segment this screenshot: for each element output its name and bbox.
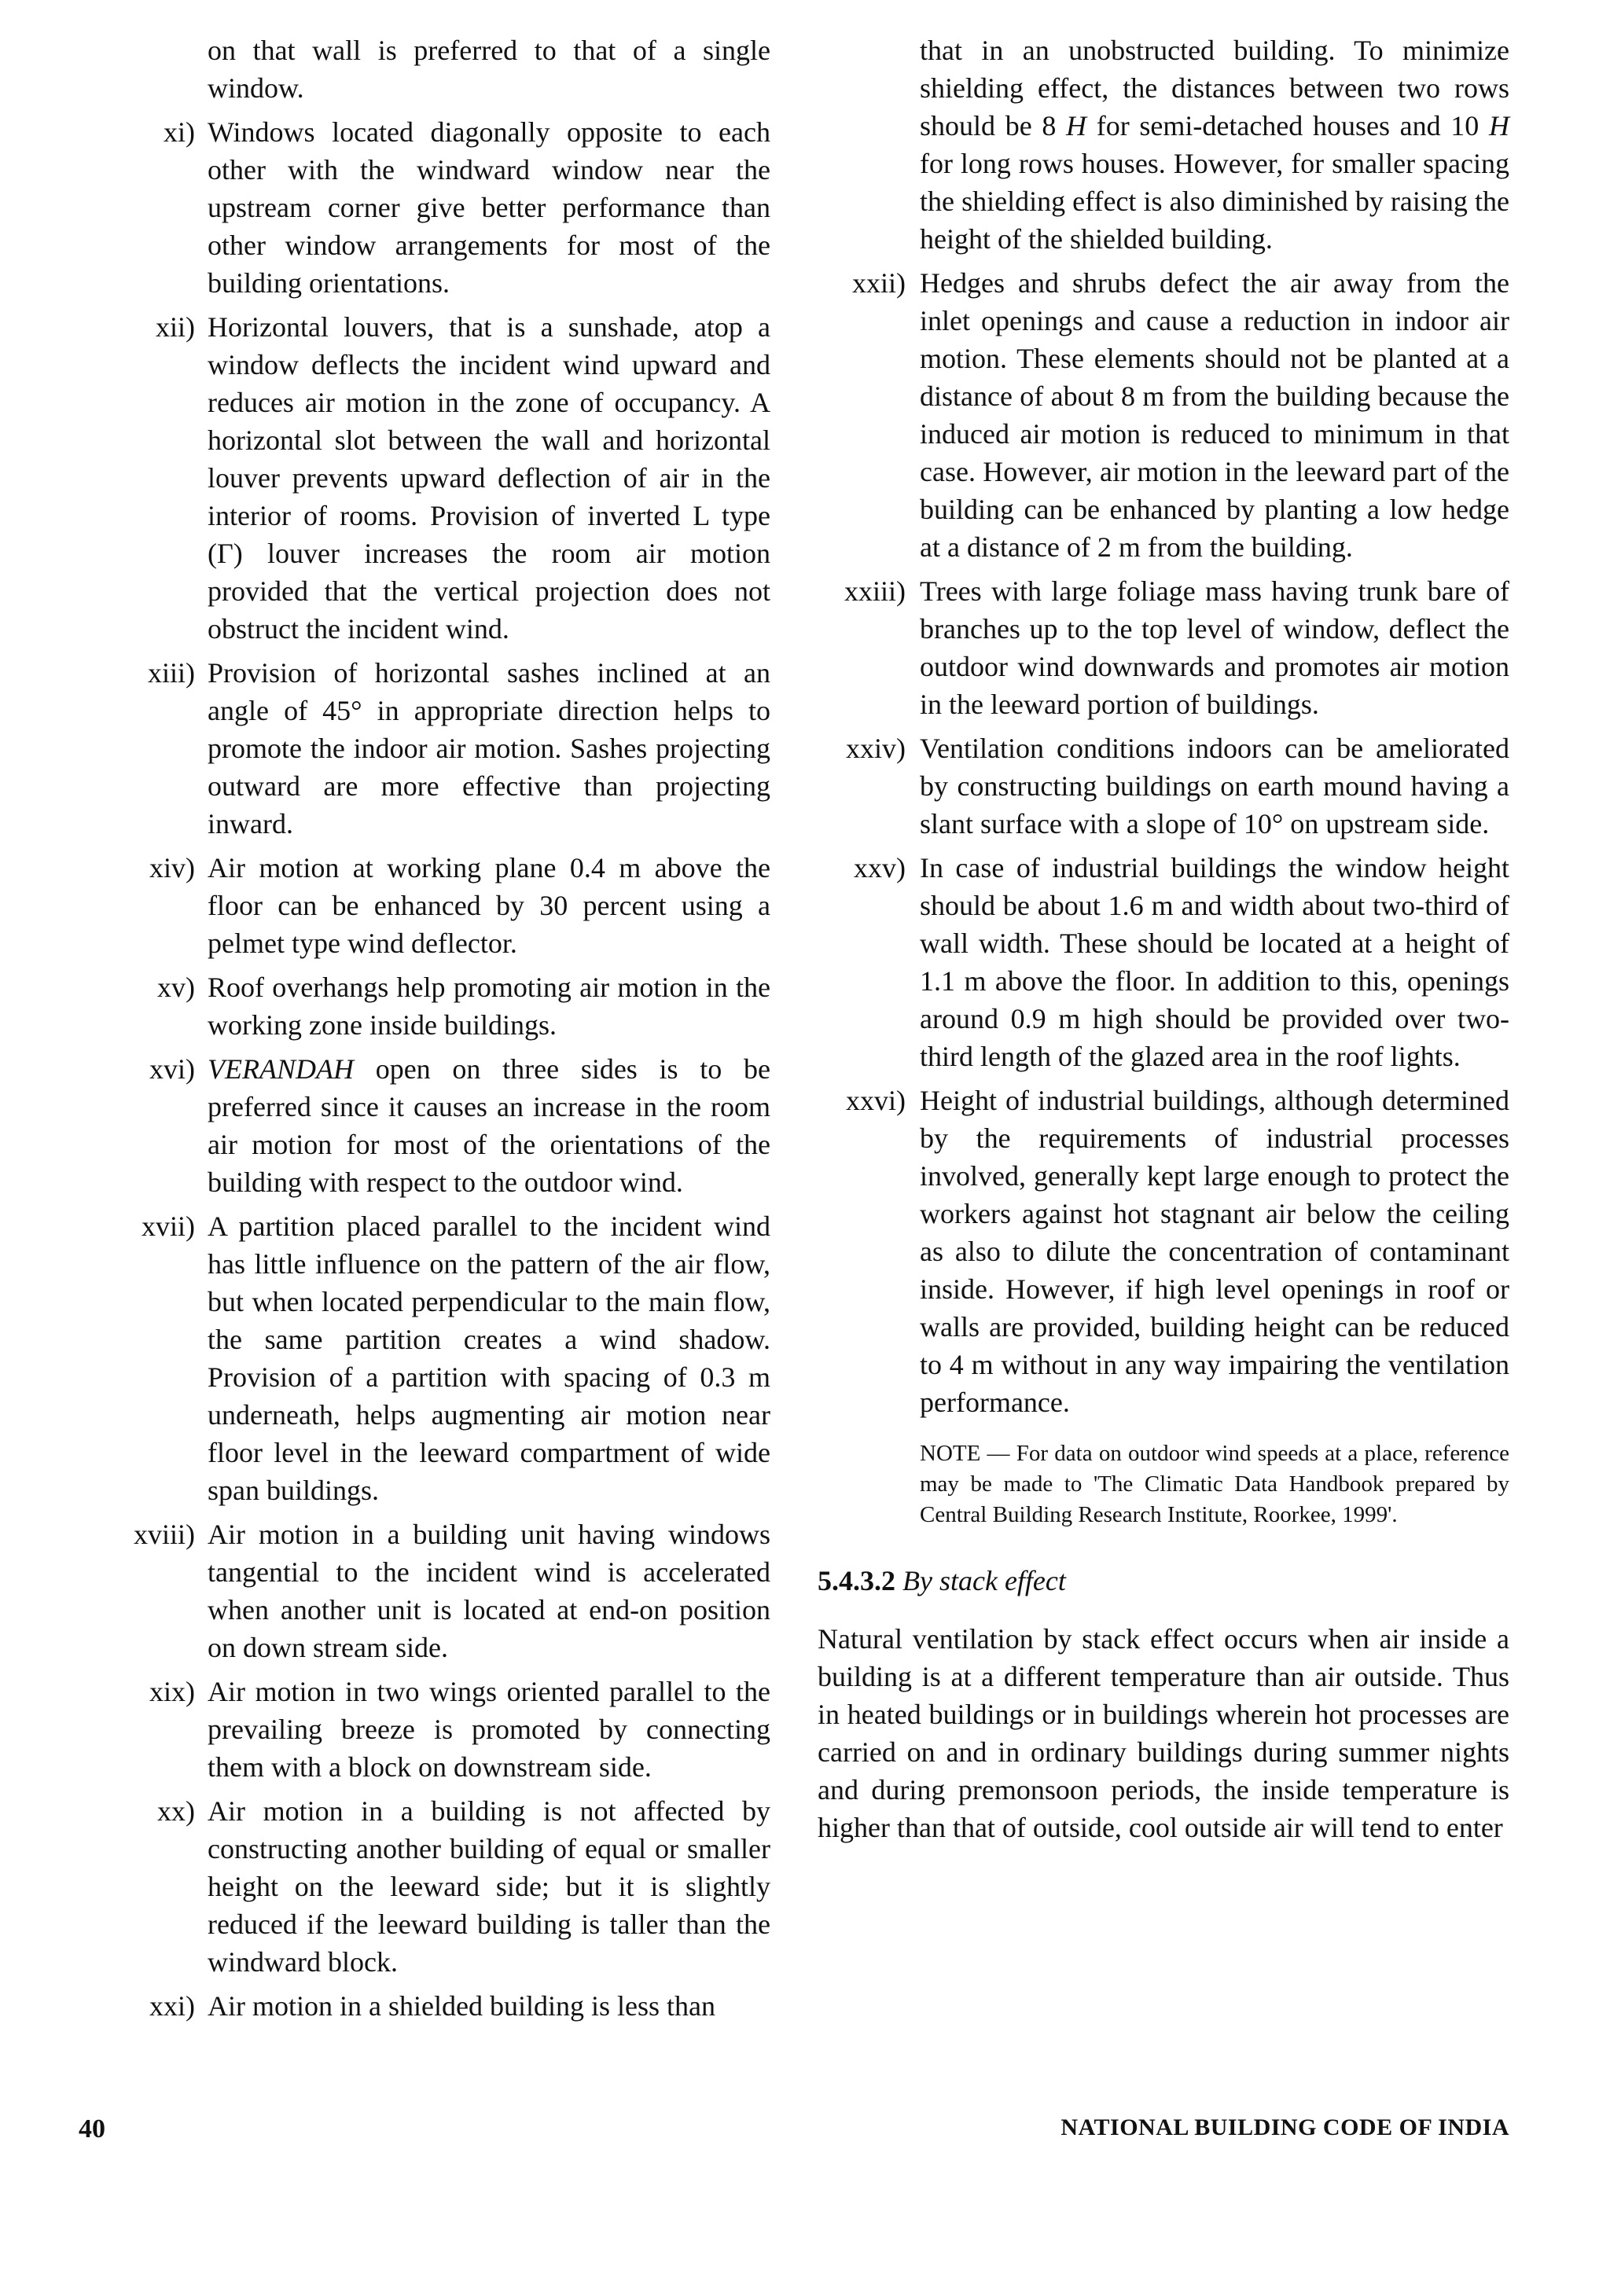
item-number: xiv)	[149, 852, 195, 884]
page-footer	[0, 2114, 1610, 2162]
item-text: Air motion in a shielded building is less than	[208, 1990, 715, 2022]
item-text: Air motion in a building unit having windows tangential to the incident wind is accelerated when another unit is located at end-on position on down stream side.	[208, 1519, 770, 1663]
continued-text: on that wall is preferred to that of a single window.	[208, 35, 770, 104]
item-text: Air motion in two wings oriented parallel to the prevailing breeze is promoted by connecting them with a block on downstream side.	[208, 1676, 770, 1783]
item-text: Air motion at working plane 0.4 m above the floor can be enhanced by 30 percent using a pelmet type wind deflector.	[208, 852, 770, 959]
body-paragraph: Natural ventilation by stack effect occurs when air inside a building is at a different temperature than air outside. Thus in heated buildings or in buildings wherein hot processes are carried on and in ordinary buildings during summer nights and during premonsoon periods, the inside temperature is higher than that of outside, cool outside air will tend to enter	[818, 1623, 1509, 1843]
list-item	[110, 1673, 770, 1786]
item-text: Height of industrial buildings, although determined by the requirements of industrial processes involved, generally kept large enough to protect the workers against hot stagnant air below the ceiling as also to dilute the concentration of contaminant inside. However, if high level openings in roof or walls are provided, building height can be reduced to 4 m without in any way impairing the ventilation performance.	[920, 1085, 1509, 1418]
item-number: xxvi)	[846, 1085, 906, 1116]
note: NOTE — For data on outdoor wind speeds at a place, reference may be made to 'The Climatic Data Handbook prepared by Central Building Research Institute, Roorkee, 1999'.	[920, 1441, 1509, 1527]
list-item	[818, 849, 1509, 1075]
item-text: A partition placed parallel to the incident wind has little influence on the pattern of the air flow, but when located perpendicular to the main flow, the same partition creates a wind shadow. Provision of a partition with spacing of 0.3 m underneath, helps augmenting air motion near floor level in the leeward compartment of wide span buildings.	[208, 1210, 770, 1506]
list-item	[110, 1987, 770, 2025]
item-number: xxv)	[854, 852, 906, 884]
left-column	[110, 31, 770, 2031]
item-number: xix)	[149, 1676, 195, 1707]
list-item	[110, 308, 770, 648]
list-item	[110, 849, 770, 962]
running-title: NATIONAL BUILDING CODE OF INDIA	[1060, 2114, 1509, 2140]
item-number: xxiii)	[844, 575, 906, 607]
item-number: xi)	[164, 116, 195, 148]
section-heading	[818, 1562, 1509, 1600]
list-item	[818, 1082, 1509, 1421]
item-number: xvii)	[142, 1210, 195, 1242]
item-number: xvi)	[149, 1053, 195, 1085]
continued-text-part: for semi-detached houses and 10	[1086, 110, 1489, 141]
continued-text-part: that in an unobstructed building. To minimize shielding effect, the distances between two rows should be 8	[920, 35, 1509, 141]
list-item	[818, 264, 1509, 566]
page-number: 40	[79, 2114, 105, 2144]
list-item	[818, 572, 1509, 723]
item-number: xx)	[157, 1795, 195, 1827]
item-number: xxiv)	[846, 733, 906, 764]
item-number: xxi)	[149, 1990, 195, 2022]
continued-text-part: for long rows houses. However, for smaller spacing the shielding effect is also diminished by raising the height of the shielded building.	[920, 148, 1509, 255]
right-column	[818, 31, 1509, 1846]
list-item	[110, 654, 770, 843]
item-text: Ventilation conditions indoors can be ameliorated by constructing buildings on earth mound having a slant surface with a slope of 10° on upstream side.	[920, 733, 1509, 839]
item-emphasis: VERANDAH	[208, 1053, 354, 1085]
item-number: xiii)	[148, 657, 195, 689]
item-text: Air motion in a building is not affected by constructing another building of equal or smaller height on the leeward side; but it is slightly reduced if the leeward building is taller than the windward block.	[208, 1795, 770, 1978]
list-item	[110, 1050, 770, 1201]
item-text: Roof overhangs help promoting air motion in the working zone inside buildings.	[208, 972, 770, 1041]
item-text: Provision of horizontal sashes inclined at an angle of 45° in appropriate direction helps to promote the indoor air motion. Sashes projecting outward are more effective than projecting inward.	[208, 657, 770, 839]
item-number: xv)	[157, 972, 195, 1003]
list-item	[110, 113, 770, 302]
list-item	[110, 968, 770, 1044]
list-item	[110, 1207, 770, 1509]
section-title: By stack effect	[902, 1565, 1066, 1596]
item-number: xxii)	[852, 267, 906, 299]
item-text: Hedges and shrubs defect the air away from the inlet openings and cause a reduction in indoor air motion. These elements should not be planted at a distance of about 8 m from the building because the induced air motion is reduced to minimum in that case. However, air motion in the leeward part of the building can be enhanced by planting a low hedge at a distance of 2 m from the building.	[920, 267, 1509, 563]
height-symbol: H	[1489, 110, 1509, 141]
item-text: Windows located diagonally opposite to each other with the windward window near the upstream corner give better performance than other window arrangements for most of the building orientations.	[208, 116, 770, 299]
item-text: Trees with large foliage mass having trunk bare of branches up to the top level of window, deflect the outdoor wind downwards and promotes air motion in the leeward portion of buildings.	[920, 575, 1509, 720]
section-number: 5.4.3.2	[818, 1565, 895, 1596]
list-item	[110, 1792, 770, 1981]
item-number: xii)	[156, 311, 195, 343]
height-symbol: H	[1066, 110, 1087, 141]
item-text: open on three sides is to be preferred since it causes an increase in the room air motion for most of the orientations of the building with respect to the outdoor wind.	[208, 1053, 770, 1198]
list-item	[110, 1515, 770, 1666]
item-text: Horizontal louvers, that is a sunshade, atop a window deflects the incident wind upward and reduces air motion in the zone of occupancy. A horizontal slot between the wall and horizontal louver prevents upward deflection of air in the interior of rooms. Provision of inverted L type (Γ) louver increases the room air motion provided that the vertical projection does not obstruct the incident wind.	[208, 311, 770, 645]
continued-text	[818, 31, 1509, 258]
item-number: xviii)	[134, 1519, 195, 1550]
item-text: In case of industrial buildings the window height should be about 1.6 m and width about two-third of wall width. These should be located at a height of 1.1 m above the floor. In addition to this, openings around 0.9 m high should be provided over two-third length of the glazed area in the roof lights.	[920, 852, 1509, 1072]
list-item	[818, 729, 1509, 843]
